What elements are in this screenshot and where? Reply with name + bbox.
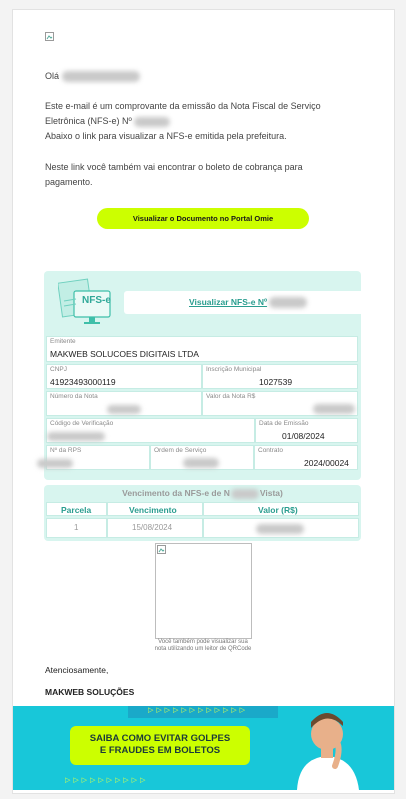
row-parcela-cell [46,518,107,538]
valor-nota-label: Valor da Nota R$ [206,393,256,400]
inscricao-label: Inscrição Municipal [206,366,262,373]
vencimento-panel [44,485,361,541]
banner-person-illustration [275,706,387,790]
numero-nota-label: Número da Nota [50,393,98,400]
boleto-paragraph: Neste link você também vai encontrar o boleto de cobrança para pagamento. [45,162,303,187]
nfse-icon-label: NFS-e [82,295,111,306]
anti-fraud-banner[interactable] [13,706,394,790]
data-emissao-value: 01/08/2024 [282,431,325,441]
row-parcela: 1 [74,523,79,532]
cnpj-value: 41923493000119 [50,377,116,387]
ordem-servico-label: Ordem de Serviço [154,447,207,454]
banner-arrows-bottom: ▷ ▷ ▷ ▷ ▷ ▷ ▷ ▷ ▷ ▷ [65,777,146,784]
valor-nota-cell [202,391,358,416]
banner-headline-line2: E FRAUDES EM BOLETOS [99,745,221,756]
redacted-vencimento-number [231,489,259,499]
nfse-panel [44,271,361,480]
emitente-value: MAKWEB SOLUCOES DIGITAIS LTDA [50,349,199,359]
ordem-servico-cell [150,445,254,470]
row-vencimento: 15/08/2024 [132,523,173,532]
row-vencimento-cell [107,518,203,538]
redacted-rps [37,459,73,468]
redacted-ordem-servico [183,458,219,468]
nfse-link-box [124,291,364,314]
emitente-cell [46,336,358,362]
greeting: Olá [45,69,140,84]
codigo-verificacao-cell [46,418,255,443]
codigo-verificacao-label: Código de Verificação [50,420,114,427]
header-vencimento: Vencimento [129,505,177,515]
closing-text: Atenciosamente, [45,665,109,675]
banner-headline-line1: SAIBA COMO EVITAR GOLPES [89,733,231,744]
qrcode-image [155,543,252,639]
inscricao-value: 1027539 [259,377,293,387]
header-parcela: Parcela [61,505,92,515]
redacted-name [62,71,140,82]
contrato-label: Contrato [258,447,283,454]
data-emissao-cell [255,418,358,443]
intro-paragraph: Este e-mail é um comprovante da emissão da Nota Fiscal de Serviço Eletrônica (NFS-e) Nº Abaixo o link para visualizar a NFS-e emitida pela prefeitura. [45,101,321,141]
contrato-value: 2024/00024 [304,458,349,468]
redacted-row-valor [256,524,304,534]
vencimento-table [46,502,359,540]
vencimento-title: Vencimento da NFS-e de N Vista) [122,488,283,498]
row-valor-cell [203,518,359,538]
contrato-cell [254,445,358,470]
redacted-valor-nota [313,404,355,414]
nfse-document-icon [58,277,112,327]
redacted-numero-nota [107,405,141,414]
redacted-number [134,117,170,127]
redacted-codigo [47,432,105,441]
inscricao-cell [202,364,358,389]
header-vencimento-cell [107,502,203,516]
portal-button[interactable]: Visualizar o Documento no Portal Omie [97,208,309,229]
view-nfse-link[interactable]: Visualizar NFS-e Nº [189,297,268,307]
header-parcela-cell [46,502,107,516]
banner-headline-box [70,726,250,765]
header-valor-cell [203,502,359,516]
signature-text: MAKWEB SOLUÇÕES [45,687,135,697]
banner-arrows-top: ▷ ▷ ▷ ▷ ▷ ▷ ▷ ▷ ▷ ▷ ▷ ▷ [148,707,246,714]
cnpj-cell [46,364,202,389]
rps-label: Nº da RPS [50,447,82,454]
emitente-label: Emitente [50,338,76,345]
cnpj-label: CNPJ [50,366,67,373]
qrcode-caption: Você também pode visualizar sua nota utilizando um leitor de QRCode [154,639,252,652]
email-card [12,9,395,794]
redacted-nfse-number [269,297,307,308]
rps-cell [46,445,150,470]
numero-nota-cell [46,391,202,416]
header-valor: Valor (R$) [258,505,298,515]
broken-logo-image [45,28,54,37]
data-emissao-label: Data de Emissão [259,420,309,427]
